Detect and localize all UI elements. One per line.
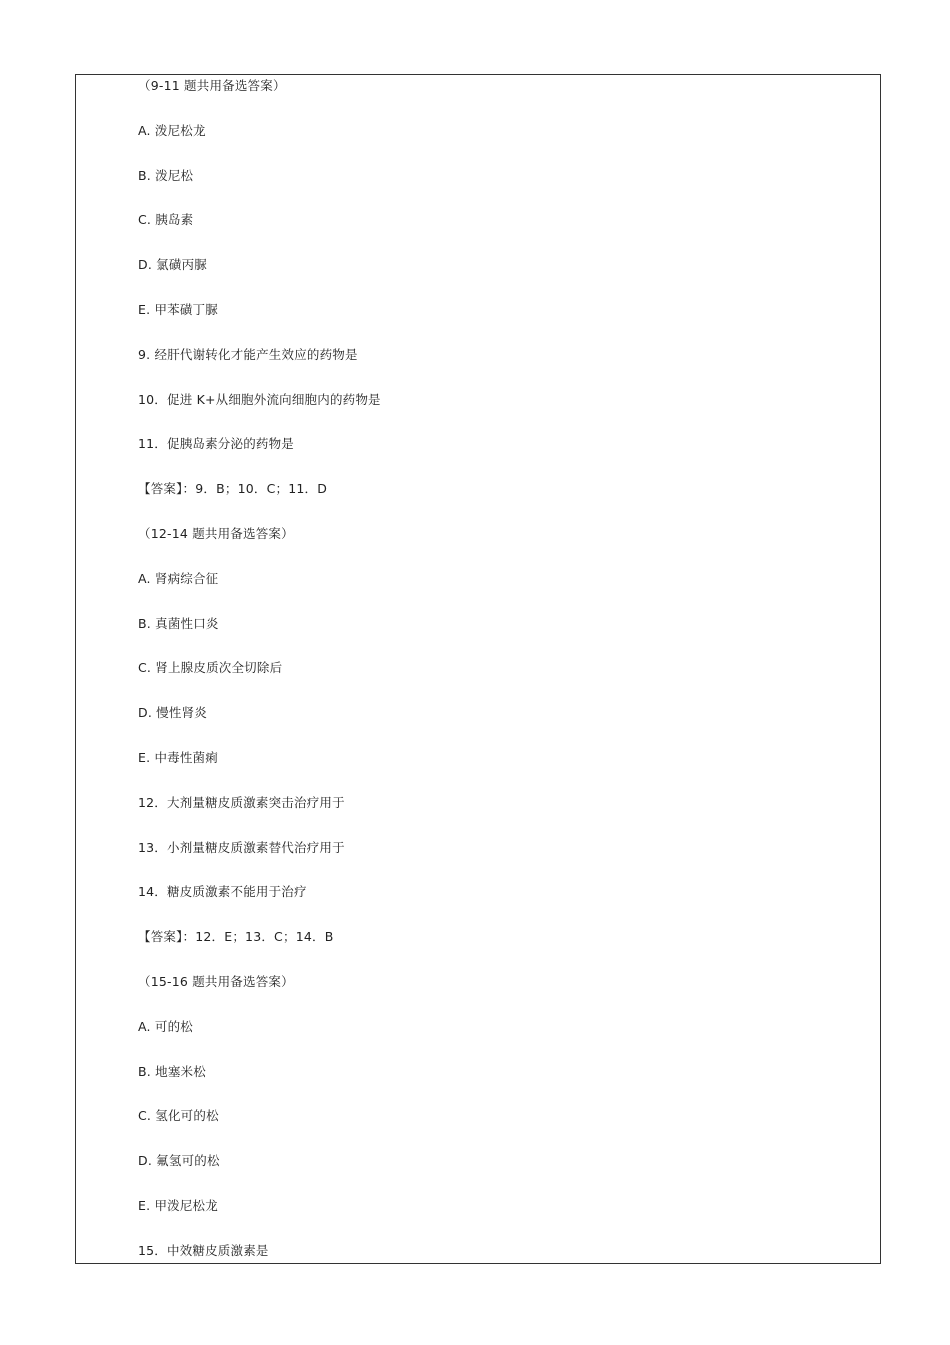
question: 12．大剂量糖皮质激素突击治疗用于 <box>138 794 345 810</box>
option-a: A. 泼尼松龙 <box>138 122 206 138</box>
option-e: E. 甲泼尼松龙 <box>138 1197 218 1213</box>
option-c: C. 胰岛素 <box>138 212 194 228</box>
document-body <box>138 76 858 1286</box>
question: 11．促胰岛素分泌的药物是 <box>138 436 295 452</box>
answer-key: 【答案】：9．B；10．C；11．D <box>138 481 328 497</box>
answer-key: 【答案】：12．E；13．C；14．B <box>138 929 334 945</box>
question: 9. 经肝代谢转化才能产生效应的药物是 <box>138 346 358 362</box>
option-a: A. 肾病综合征 <box>138 570 219 586</box>
group-heading: （12-14 题共用备选答案） <box>138 525 294 541</box>
option-b: B. 地塞米松 <box>138 1063 206 1079</box>
option-c: C. 肾上腺皮质次全切除后 <box>138 660 283 676</box>
option-e: E. 甲苯磺丁脲 <box>138 301 218 317</box>
group-heading: （15-16 题共用备选答案） <box>138 973 294 989</box>
option-e: E. 中毒性菌痢 <box>138 749 218 765</box>
question: 10．促进 K+从细胞外流向细胞内的药物是 <box>138 391 381 407</box>
option-a: A. 可的松 <box>138 1018 193 1034</box>
option-b: B. 泼尼松 <box>138 167 194 183</box>
option-d: D. 氯磺丙脲 <box>138 257 207 273</box>
question: 13．小剂量糖皮质激素替代治疗用于 <box>138 839 345 855</box>
option-c: C. 氢化可的松 <box>138 1108 219 1124</box>
option-d: D. 氟氢可的松 <box>138 1153 220 1169</box>
group-heading: （9-11 题共用备选答案） <box>138 78 286 93</box>
option-b: B. 真菌性口炎 <box>138 615 219 631</box>
question: 14．糖皮质激素不能用于治疗 <box>138 884 307 900</box>
question: 15．中效糖皮质激素是 <box>138 1242 269 1258</box>
option-d: D. 慢性肾炎 <box>138 705 207 721</box>
